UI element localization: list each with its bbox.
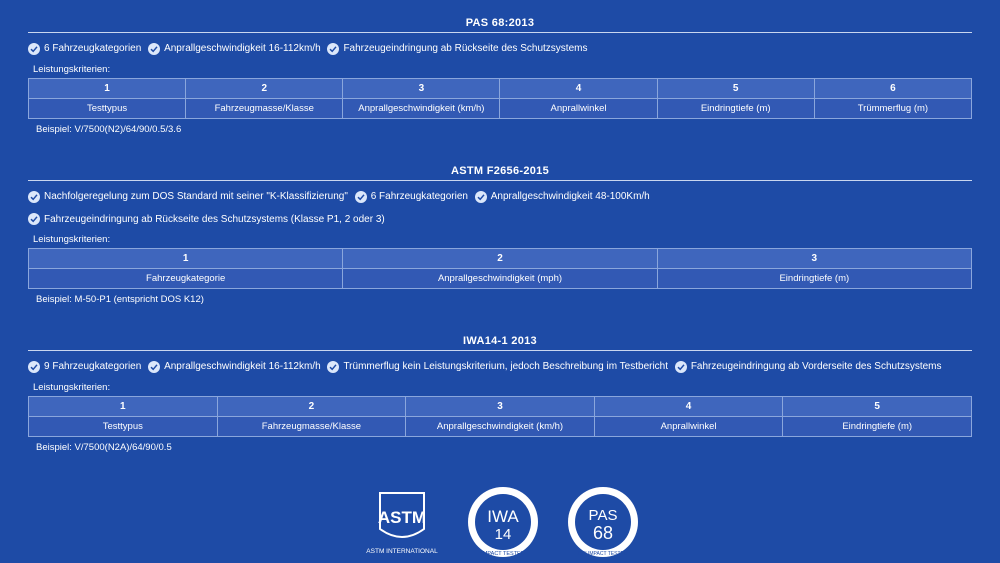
criteria-label-row [29, 416, 972, 436]
pas68-logo [564, 485, 642, 560]
feature-item [28, 38, 141, 59]
criteria-number: 2 [217, 396, 406, 416]
check-icon [675, 361, 687, 373]
section-title: IWA14-1 2013 [28, 335, 972, 351]
check-icon [28, 43, 40, 55]
example-text: Beispiel: M-50-P1 (entspricht DOS K12) [36, 294, 204, 305]
criteria-name: Anprallgeschwindigkeit (km/h) [406, 416, 595, 436]
feature-list [28, 186, 972, 231]
check-icon [327, 361, 339, 373]
pas-line1: PAS [588, 507, 618, 524]
check-icon [148, 361, 160, 373]
criteria-label-row [29, 98, 972, 118]
check-icon [28, 191, 40, 203]
check-icon [28, 213, 40, 225]
section-title: ASTM F2656-2015 [28, 165, 972, 181]
criteria-table [28, 248, 972, 289]
criteria-number: 3 [406, 396, 595, 416]
iwa-caption: IMPACT TESTED [481, 551, 525, 557]
feature-item [675, 356, 942, 377]
check-icon [475, 191, 487, 203]
check-icon [28, 361, 40, 373]
section-iwa14 [28, 335, 972, 453]
feature-text: Fahrzeugeindringung ab Vorderseite des Schutzsystems [690, 361, 942, 372]
criteria-name: Anprallgeschwindigkeit (mph) [343, 269, 657, 289]
feature-text: Anprallgeschwindigkeit 48-100Km/h [490, 191, 650, 202]
criteria-number: 4 [500, 78, 657, 98]
feature-item [28, 356, 141, 377]
criteria-number: 3 [657, 249, 971, 269]
feature-item [327, 356, 668, 377]
criteria-label: Leistungskriterien: [33, 234, 111, 245]
criteria-number-row [29, 249, 972, 269]
criteria-number: 5 [657, 78, 814, 98]
certification-logos [360, 485, 660, 560]
feature-list [28, 38, 972, 61]
criteria-label: Leistungskriterien: [33, 381, 111, 393]
criteria-number: 1 [29, 396, 218, 416]
feature-item [475, 186, 650, 207]
check-icon [355, 191, 367, 203]
section-pas68 [28, 17, 972, 135]
feature-item [28, 209, 385, 230]
example-text: Beispiel: V/7500(N2A)/64/90/0.5 [36, 441, 172, 453]
pas-caption: BSI IMPACT TESTED [578, 551, 628, 557]
astm-mark: ASTM [377, 508, 427, 527]
criteria-number-row [29, 396, 972, 416]
check-icon [148, 43, 160, 55]
astm-caption: ASTM INTERNATIONAL [366, 548, 438, 555]
criteria-number: 2 [343, 249, 657, 269]
criteria-number: 1 [29, 249, 343, 269]
feature-text: 6 Fahrzeugkategorien [44, 43, 142, 54]
feature-text: Nachfolgeregelung zum DOS Standard mit seiner "K-Klassifizierung" [44, 191, 348, 202]
feature-text: Fahrzeugeindringung ab Rückseite des Schutzsystems [343, 43, 588, 54]
criteria-name: Anprallwinkel [500, 98, 657, 118]
criteria-name: Fahrzeugmasse/Klasse [186, 98, 343, 118]
feature-item [148, 38, 321, 59]
feature-text: Trümmerflug kein Leistungskriterium, jedoch Beschreibung im Testbericht [343, 361, 669, 372]
check-icon [327, 43, 339, 55]
criteria-number: 5 [783, 396, 972, 416]
section-title: PAS 68:2013 [28, 17, 972, 33]
criteria-number: 2 [186, 78, 343, 98]
criteria-number: 1 [29, 78, 186, 98]
astm-logo [360, 485, 444, 560]
criteria-number: 6 [814, 78, 971, 98]
pas-line2: 68 [592, 523, 614, 543]
criteria-name: Anprallwinkel [594, 416, 783, 436]
feature-text: 6 Fahrzeugkategorien [370, 191, 468, 202]
iwa14-logo [464, 485, 542, 560]
criteria-name: Anprallgeschwindigkeit (km/h) [343, 98, 500, 118]
feature-text: Anprallgeschwindigkeit 16-112km/h [164, 43, 321, 54]
section-astm [28, 165, 972, 305]
feature-item [28, 186, 348, 207]
iwa-line2: 14 [494, 526, 512, 543]
example-text: Beispiel: V/7500(N2)/64/90/0.5/3.6 [36, 123, 182, 135]
criteria-label: Leistungskriterien: [33, 63, 111, 75]
feature-item [327, 38, 587, 59]
feature-list [28, 356, 972, 379]
criteria-table [28, 78, 972, 119]
criteria-number: 3 [343, 78, 500, 98]
feature-item [148, 356, 321, 377]
criteria-name: Eindringtiefe (m) [657, 269, 971, 289]
feature-text: Fahrzeugeindringung ab Rückseite des Schutzsystems (Klasse P1, 2 oder 3) [44, 213, 385, 225]
criteria-name: Eindringtiefe (m) [783, 416, 972, 436]
criteria-number: 4 [594, 396, 783, 416]
criteria-number-row [29, 78, 972, 98]
criteria-label-row [29, 269, 972, 289]
criteria-table [28, 396, 972, 437]
criteria-name: Fahrzeugkategorie [29, 269, 343, 289]
criteria-name: Trümmerflug (m) [814, 98, 971, 118]
feature-text: Anprallgeschwindigkeit 16-112km/h [164, 361, 321, 372]
criteria-name: Testtypus [29, 98, 186, 118]
feature-text: 9 Fahrzeugkategorien [44, 361, 142, 372]
criteria-name: Eindringtiefe (m) [657, 98, 814, 118]
iwa-line1: IWA [487, 507, 519, 526]
criteria-name: Fahrzeugmasse/Klasse [217, 416, 406, 436]
criteria-name: Testtypus [29, 416, 218, 436]
feature-item [355, 186, 468, 207]
